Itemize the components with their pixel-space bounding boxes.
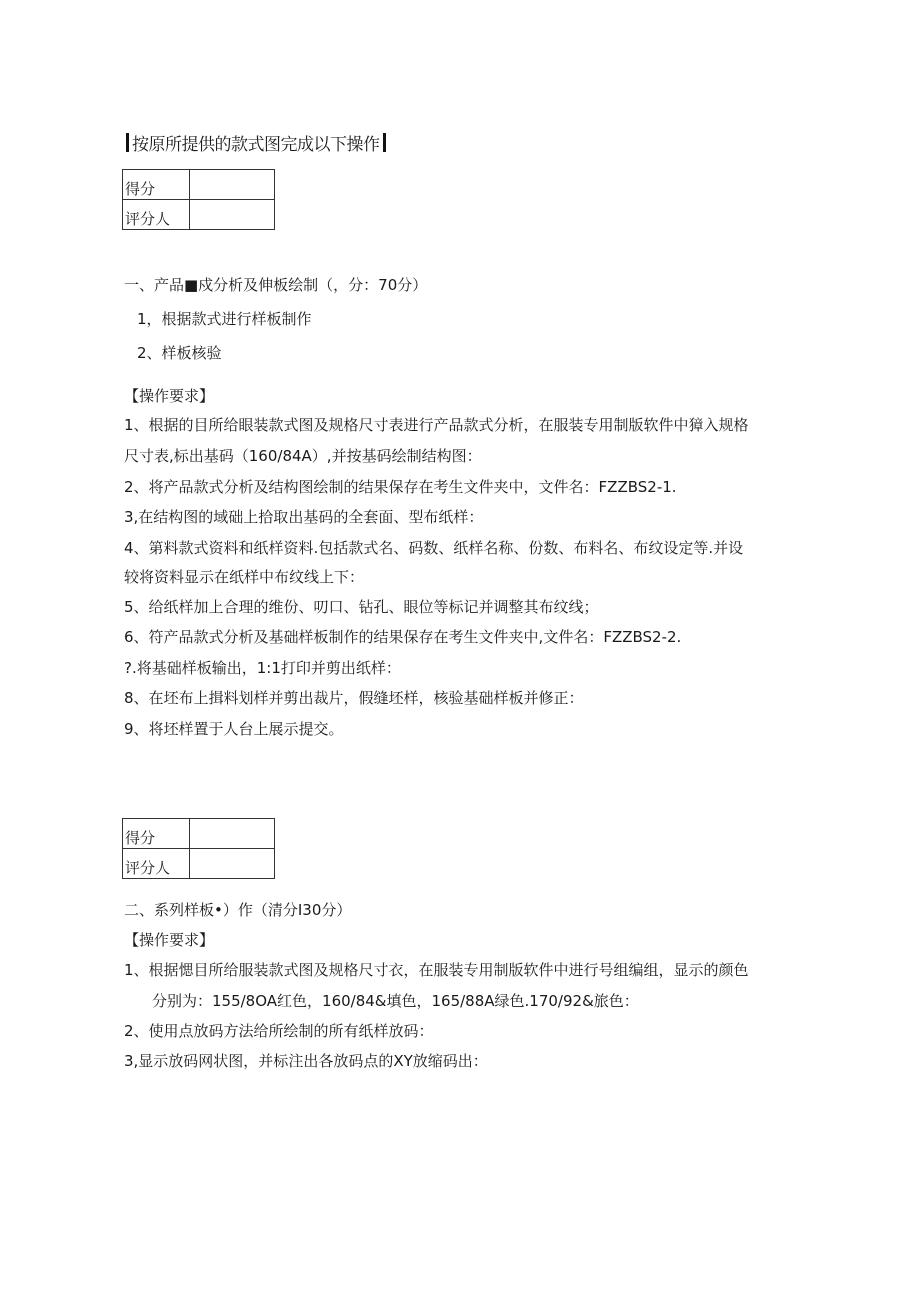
page-header (126, 130, 386, 155)
score-row (123, 170, 275, 200)
score-row (123, 819, 275, 849)
section1-item: 8、在坯布上揖料划样并剪出裁片，假缝坯样，核验基础样板并修正： (124, 689, 584, 707)
section1-sub-item-1: 1，根据款式进行样板制作 (137, 310, 312, 328)
score-value-cell[interactable] (190, 170, 275, 200)
section1-item: 1、根据的目所给眼装款式图及规格尺寸表进行产品款式分析，在服装专用制版软件中獐入规格 (124, 416, 749, 434)
section1-item: 较将资料显示在纸样中布纹线上下： (124, 568, 365, 586)
section2-item: 1、根据愢目所给服装款式图及规格尺寸衣，在服装专用制版软件中进行号组编组，显示的颜色 (124, 961, 749, 979)
score-table-1 (122, 169, 275, 230)
score-label: 得分 (123, 819, 190, 849)
grader-label: 评分人 (123, 849, 190, 879)
score-table-2 (122, 818, 275, 879)
section1-item: 3,在结构图的域础上拾取出基码的全套面、型布纸样： (124, 508, 484, 526)
section2-heading: 二、系列样板•）作（清分I30分） (124, 901, 352, 919)
section1-sub-item-2: 2、样板核验 (137, 344, 222, 362)
section2-item: 分别为：155/8OA红色，160/84&填色，165/88A绿色.170/92&旅色： (152, 992, 639, 1010)
section1-heading: 一、产品■戍分析及伸板绘制（，分：70分） (124, 276, 428, 294)
section1-item: 6、符产品款式分析及基础样板制作的结果保存在考生文件夹中,文件名：FZZBS2-2. (124, 628, 682, 646)
section2-item: 3,显示放码网状图，并标注出各放码点的XY放缩码出： (124, 1052, 488, 1070)
section1-item: ?.将基础样板输出，1:1打印并剪出纸样： (124, 659, 401, 677)
header-bar-right (383, 133, 386, 152)
grader-row (123, 849, 275, 879)
grader-value-cell[interactable] (190, 849, 275, 879)
score-label: 得分 (123, 170, 190, 200)
grader-label: 评分人 (123, 200, 190, 230)
section2-item: 2、使用点放码方法给所绘制的所有纸样放码： (124, 1022, 434, 1040)
section1-item: 尺寸表,标出基码（160/84A）,并按基码绘制结构图： (124, 447, 482, 465)
header-title: 按原所提供的款式图完成以下操作 (132, 135, 380, 155)
section1-item: 9、将坯样置于人台上展示提交。 (124, 720, 344, 738)
section1-item: 5、给纸样加上合理的维份、叨口、钻孔、眼位等标记并调整其布纹线； (124, 598, 599, 616)
score-value-cell[interactable] (190, 819, 275, 849)
section1-requirements-label: 【操作要求】 (124, 387, 215, 405)
grader-value-cell[interactable] (190, 200, 275, 230)
section2-requirements-label: 【操作要求】 (124, 931, 215, 949)
section1-item: 4、第料款式资料和纸样资料.包括款式名、码数、纸样名称、份数、布料名、布纹设定等.并设 (124, 539, 744, 557)
grader-row (123, 200, 275, 230)
section1-item: 2、将产品款式分析及结构图绘制的结果保存在考生文件夹中，文件名：FZZBS2-1. (124, 478, 677, 496)
header-bar-left (126, 133, 129, 152)
